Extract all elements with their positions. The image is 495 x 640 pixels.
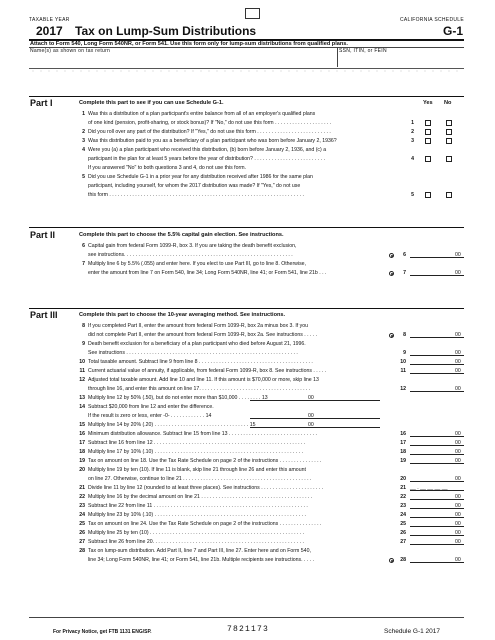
line-ref: 8 (403, 332, 406, 338)
line-number: 6 (82, 243, 85, 249)
line-text: If you completed Part II, enter the amount from federal Form 1099-R, box 2a minus box 3. If you (88, 323, 309, 329)
line-text: Capital gain from federal Form 1099-R, box 3. If you are taking the death benefit exclusion, (88, 243, 297, 249)
line-number: 2 (82, 129, 85, 135)
bullet-marker-icon (389, 271, 394, 276)
no-column-label: No (444, 100, 452, 106)
line-text: See instructions . . . . . . . . . . . . . . . . . . . . . . . . . . . . . . . . . . . . . . . . . . . . . . . . . . . . . . . . . . . . (88, 350, 298, 356)
line-ref: 16 (400, 431, 406, 437)
amount-cents: 00 (455, 557, 461, 563)
part2-rule (29, 227, 464, 228)
line-ref: 28 (400, 557, 406, 563)
footer-rule (29, 617, 464, 618)
line-text: Minimum distribution allowance. Subtract line 15 from line 13 . . . . . . . . . . . . . . . . . . . . . . . . . . . . . . . (88, 431, 317, 437)
amount-cents: 00 (455, 494, 461, 500)
form-barcode-number: 7821173 (227, 625, 270, 634)
line-ref: 19 (400, 458, 406, 464)
line-text: through line 16, and enter this amount on line 17. . . . . . . . . . . . . . . . . . . . . . . . . . . . . . . . . . . . . . . (88, 386, 311, 392)
line-ref: 2 (411, 129, 414, 135)
taxable-year-label: TAXABLE YEAR (29, 17, 70, 23)
attach-instruction: Attach to Form 540, Long Form 540NR, or Form 541. Use this form only for lump-sum distributions from qualified plans. (30, 41, 348, 47)
line-ref: 7 (403, 270, 406, 276)
line-number: 24 (79, 512, 85, 518)
amount-cents: 00 (455, 440, 461, 446)
line-text: Was this a distribution of a plan participant's entire balance from all of an employer's qualified plans (88, 111, 316, 117)
line-ref: 1 (411, 120, 414, 126)
sub-amount-field[interactable] (250, 422, 380, 428)
line-text: Multiply line 23 by 10% (.10) . . . . . . . . . . . . . . . . . . . . . . . . . . . . . . . . . . . . . . . . . . . . . . . . . . . . . (88, 512, 306, 518)
line-number: 9 (82, 341, 85, 347)
line-text: see instructions. . . . . . . . . . . . . . . . . . . . . . . . . . . . . . . . . . . . . . . . . . . . . . . . . . . . . . . . . . . (88, 252, 293, 258)
line-text: line 34; Long Form 540NR, line 41; or Form 541, line 21b. Multiple recipients see instructions. . . . . (88, 557, 315, 563)
line-ref: 21 (400, 485, 406, 491)
line-number: 3 (82, 138, 85, 144)
line-ref: 4 (411, 156, 414, 162)
line-text: Tax on amount on line 18. Use the Tax Rate Schedule on page 2 of the instructions . . . . . . . . . . . . . . . (88, 458, 322, 464)
line-text: Subtract line 26 from line 20. . . . . . . . . . . . . . . . . . . . . . . . . . . . . . . . . . . . . . . . . . . . . . . . . . . . . (88, 539, 304, 545)
line-text: enter the amount from line 7 on Form 540, line 34; Long Form 540NR, line 41; or Form 541, line 21b . . . (88, 270, 327, 276)
form-code: G-1 (442, 24, 463, 38)
part2-title: Part II (30, 230, 56, 240)
line-text: If the result is zero or less, enter -0- . . . . . . . . . . . . 14 (88, 413, 212, 419)
line-ref: 24 (400, 512, 406, 518)
part1-rule (29, 96, 464, 97)
line-ref: 17 (400, 440, 406, 446)
no-checkbox[interactable] (446, 192, 452, 198)
no-checkbox[interactable] (446, 129, 452, 135)
amount-cents: 00 (455, 368, 461, 374)
line-text: Divide line 11 by line 12 (rounded to at least three places). See instructions . . . . . . . . . . . . . . . . . . . . . . (88, 485, 324, 491)
line-text: participant, including yourself, for whom the 2017 distribution was made? If "Yes," do not use (88, 183, 301, 189)
line-text: Death benefit exclusion for a beneficiary of a plan participant who died before August 21, 1996. (88, 341, 306, 347)
line-number: 21 (79, 485, 85, 491)
line-text: Multiply line 6 by 5.5% (.055) and enter here. If you elect to use Part III, go to line 8. Otherwise, (88, 261, 306, 267)
line-text: Multiply line 16 by the decimal amount on line 21 . . . . . . . . . . . . . . . . . . . . . . . . . . . . . . . . . . . . . . . (88, 494, 313, 500)
line-text: on line 27. Otherwise, continue to line 21 . . . . . . . . . . . . . . . . . . . . . . . . . . . . . . . . . . . . . . . . . . . . . (88, 476, 312, 482)
line-number: 19 (79, 458, 85, 464)
line-number: 10 (79, 359, 85, 365)
sub-amount-cents: 00 (308, 413, 314, 419)
line-number: 23 (79, 503, 85, 509)
bullet-marker-icon (389, 558, 394, 563)
line-text: participant in the plan for at least 5 years before the year of distribution? . . . . . . . . . . . . . . . . . . . . . . . . . (88, 156, 326, 162)
line-number: 25 (79, 521, 85, 527)
amount-cents: 00 (455, 386, 461, 392)
line-ref: 26 (400, 530, 406, 536)
line-number: 18 (79, 449, 85, 455)
amount-cents: 00 (455, 270, 461, 276)
line-number: 13 (79, 395, 85, 401)
line-number: 14 (79, 404, 85, 410)
line-text: Tax on amount on line 24. Use the Tax Rate Schedule on page 2 of the instructions . . . . . . . . . . . . . . . (88, 521, 322, 527)
amount-cents: 00 (455, 512, 461, 518)
line-number: 8 (82, 323, 85, 329)
line-ref: 27 (400, 539, 406, 545)
yes-column-label: Yes (423, 100, 433, 106)
amount-cents: 00 (455, 252, 461, 258)
part3-title: Part III (30, 310, 58, 320)
line-text: Subtract $20,000 from line 12 and enter the difference. (88, 404, 214, 410)
part3-instruction: Complete this part to choose the 10-year averaging method. See instructions. (79, 312, 286, 318)
part1-title: Part I (30, 98, 53, 108)
line-text: Multiply line 14 by 20% (.20) . . . . . . . . . . . . . . . . . . . . . . . . . . . . . . . . . 15 (88, 422, 256, 428)
line-number: 17 (79, 440, 85, 446)
line-ref: 20 (400, 476, 406, 482)
line-text: Was this distribution paid to you as a beneficiary of a plan participant who was born before January 2, 1936? (88, 138, 337, 144)
amount-cents: 00 (455, 539, 461, 545)
line-number: 28 (79, 548, 85, 554)
yes-checkbox[interactable] (425, 120, 431, 126)
line-text: Did you use Schedule G-1 in a prior year for any distribution received after 1986 for the same plan (88, 174, 313, 180)
line-text: Multiply line 19 by ten (10). If line 11 is blank, skip line 21 through line 26 and enter this amount (88, 467, 306, 473)
amount-cents: 00 (455, 476, 461, 482)
line-text: Multiply line 12 by 50% (.50), but do not enter more than $10,000 . . . . . . . . 13 (88, 395, 268, 401)
ssn-field-label: SSN, ITIN, or FEIN (339, 48, 387, 54)
line-number: 5 (82, 174, 85, 180)
line-text: Current actuarial value of annuity, if applicable, from federal Form 1099-R, box 8. See instructions . . . . . (88, 368, 327, 374)
amount-cents: 00 (455, 530, 461, 536)
line-ref: 12 (400, 386, 406, 392)
line-text: did not complete Part II, enter the amount from federal Form 1099-R, box 2a. See instructions . . . . . (88, 332, 318, 338)
line-number: 16 (79, 431, 85, 437)
yes-checkbox[interactable] (425, 192, 431, 198)
amount-cents: 00 (455, 521, 461, 527)
california-schedule-label: CALIFORNIA SCHEDULE (399, 17, 464, 23)
amount-cents: 00 (455, 449, 461, 455)
name-field-label: Name(s) as shown on tax return (30, 48, 111, 54)
line-text: Were you (a) a plan participant who received this distribution, (b) born before January 2, 1936, and (c) a (88, 147, 327, 153)
part1-instruction: Complete this part to see if you can use Schedule G-1. (79, 100, 224, 106)
amount-cents: 00 (455, 458, 461, 464)
line-text: this form . . . . . . . . . . . . . . . . . . . . . . . . . . . . . . . . . . . . . . . . . . . . . . . . . . . . . . . . . . . . . . . . . . . . (88, 192, 304, 198)
amount-cents: 00 (455, 431, 461, 437)
line-ref: 25 (400, 521, 406, 527)
sub-amount-cents: 00 (308, 395, 314, 401)
line-ref: 6 (403, 252, 406, 258)
line-text: Did you roll over any part of the distribution? If "Yes," do not use this form . . . . . . . . . . . . . . . . . . . . . . . . . . (88, 129, 331, 135)
line-ref: 3 (411, 138, 414, 144)
line-text: Subtract line 22 from line 11 . . . . . . . . . . . . . . . . . . . . . . . . . . . . . . . . . . . . . . . . . . . . . . . . . . . . . . (88, 503, 308, 509)
line-ref: 11 (400, 368, 406, 374)
line-text: Tax on lump-sum distribution. Add Part II, line 7 and Part III, line 27. Enter here and on Form 540, (88, 548, 311, 554)
line-text: Multiply line 17 by 10% (.10) . . . . . . . . . . . . . . . . . . . . . . . . . . . . . . . . . . . . . . . . . . . . . . . . . . . . (88, 449, 304, 455)
line-text: Adjusted total taxable amount. Add line 10 and line 11. If this amount is $70,000 or more, skip line 13 (88, 377, 319, 383)
corner-box (245, 8, 260, 19)
form-year: 2017 (36, 24, 63, 38)
line-text: If you answered "No" to both questions 3 and 4, do not use this form. (88, 165, 246, 171)
header-dotted-rule (29, 68, 464, 72)
line-text: Total taxable amount. Subtract line 9 from line 8 . . . . . . . . . . . . . . . . . . . . . . . . . . . . . . . . . . . . . . . . (88, 359, 313, 365)
line-number: 27 (79, 539, 85, 545)
line-number: 1 (82, 111, 85, 117)
line-text: Multiply line 25 by ten (10) . . . . . . . . . . . . . . . . . . . . . . . . . . . . . . . . . . . . . . . . . . . . . . . . . . . . . . (88, 530, 305, 536)
line-text: of one kind (pension, profit-sharing, or stock bonus)? If "No," do not use this form . . . . . . . . . . . . . . . . . . . . (88, 120, 332, 126)
line-ref: 10 (400, 359, 406, 365)
amount-cents: 00 (455, 332, 461, 338)
name-input[interactable] (30, 54, 335, 66)
bullet-marker-icon (389, 333, 394, 338)
yes-checkbox[interactable] (425, 156, 431, 162)
yes-checkbox[interactable] (425, 129, 431, 135)
sub-amount-field[interactable] (250, 413, 380, 419)
privacy-notice: For Privacy Notice, get FTB 1131 ENG/SP. (53, 629, 152, 635)
sub-amount-cents: 00 (308, 422, 314, 428)
line-number: 22 (79, 494, 85, 500)
amount-cents: 00 (455, 359, 461, 365)
page-label: Schedule G-1 2017 (384, 628, 441, 635)
no-checkbox[interactable] (446, 120, 452, 126)
no-checkbox[interactable] (446, 156, 452, 162)
sub-amount-field[interactable] (250, 395, 380, 401)
line-ref: 22 (400, 494, 406, 500)
ssn-divider (337, 47, 338, 67)
amount-cents: 00 (455, 503, 461, 509)
amount-cents: __ . __ __ __ __ (410, 485, 448, 491)
bullet-marker-icon (389, 253, 394, 258)
amount-cents: 00 (455, 350, 461, 356)
line-ref: 18 (400, 449, 406, 455)
yes-checkbox[interactable] (425, 138, 431, 144)
no-checkbox[interactable] (446, 138, 452, 144)
line-ref: 5 (411, 192, 414, 198)
line-number: 12 (79, 377, 85, 383)
line-ref: 23 (400, 503, 406, 509)
line-ref: 9 (403, 350, 406, 356)
line-number: 15 (79, 422, 85, 428)
line-number: 7 (82, 261, 85, 267)
line-number: 26 (79, 530, 85, 536)
line-text: Subtract line 16 from line 12 . . . . . . . . . . . . . . . . . . . . . . . . . . . . . . . . . . . . . . . . . . . . . . . . . . . . . (88, 440, 306, 446)
ssn-input[interactable] (340, 54, 464, 66)
line-number: 4 (82, 147, 85, 153)
part2-instruction: Complete this part to choose the 5.5% capital gain election. See instructions. (79, 232, 284, 238)
line-number: 11 (79, 368, 85, 374)
part3-rule (29, 308, 464, 309)
form-title: Tax on Lump-Sum Distributions (75, 24, 257, 38)
line-number: 20 (79, 467, 85, 473)
